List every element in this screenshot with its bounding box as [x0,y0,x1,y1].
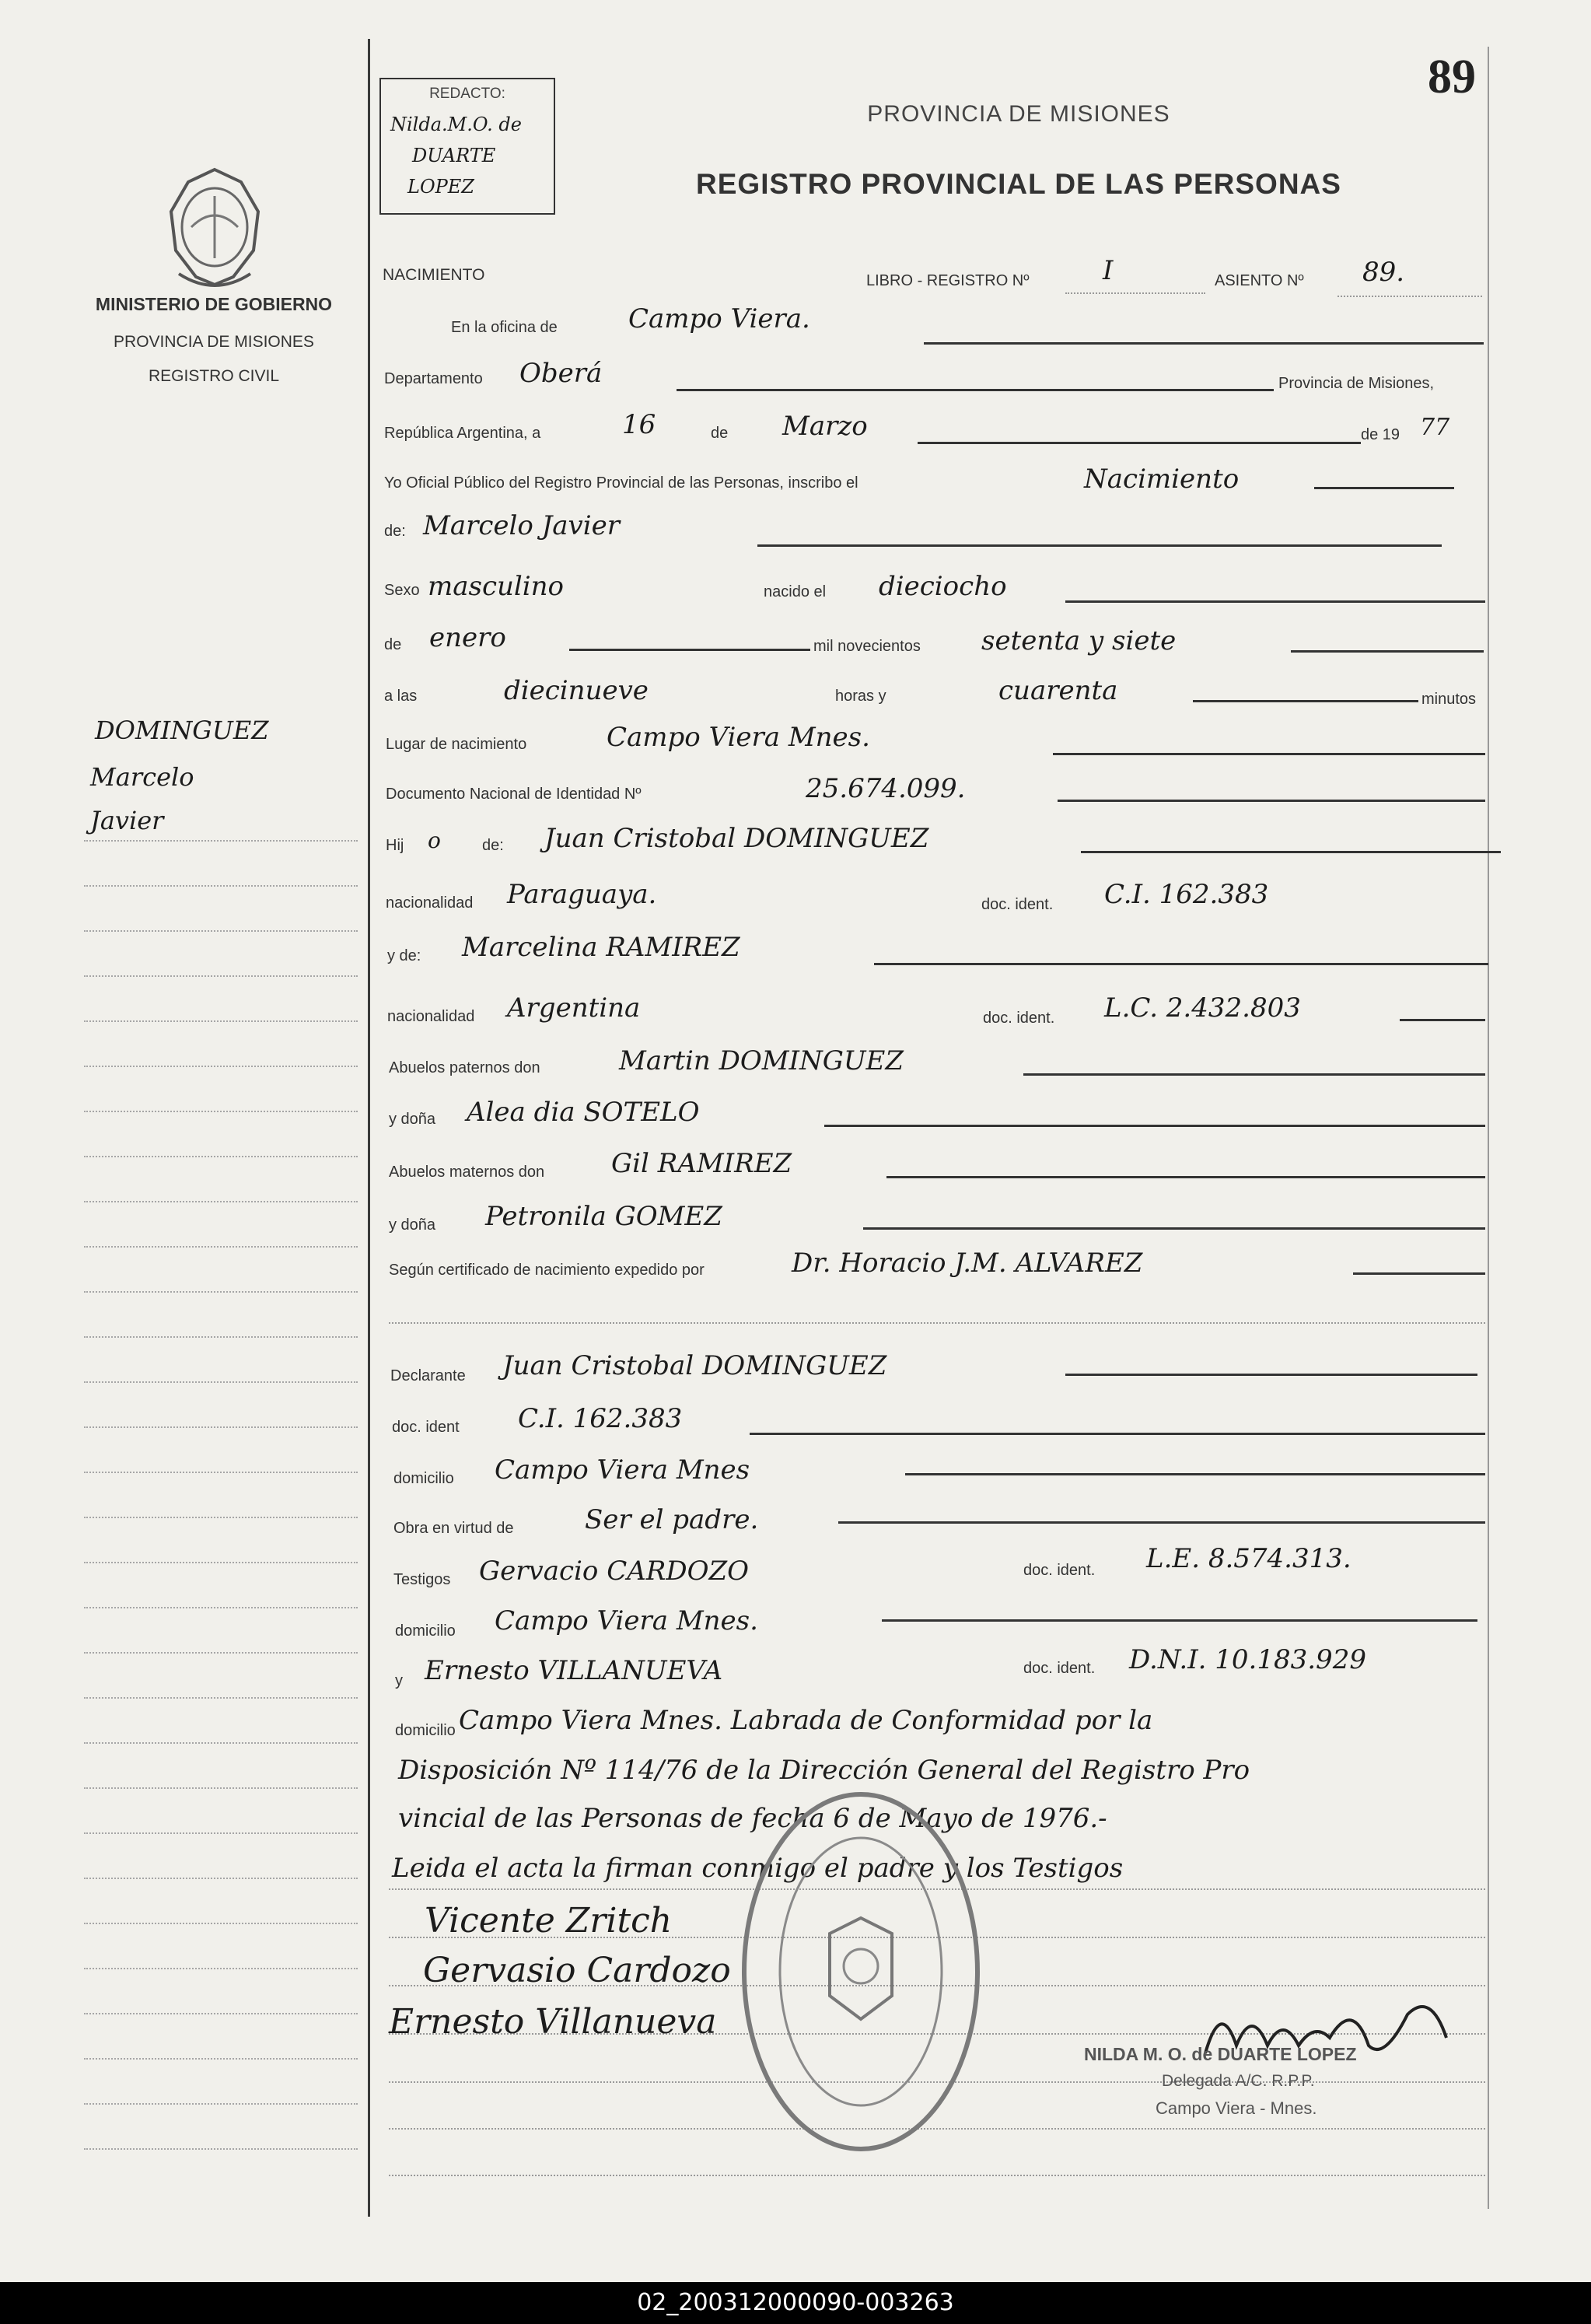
margin-rule [84,1426,358,1428]
declarante-line [1065,1374,1477,1376]
margin-rule [84,1968,358,1969]
departamento-line [677,389,1274,391]
margin-rule [84,1201,358,1202]
official-role: Delegada A/C. R.P.P. [1162,2072,1315,2090]
declarante-value: Juan Cristobal DOMINGUEZ [502,1350,887,1381]
oficina-value: Campo Viera. [628,303,810,334]
margin-rule [84,1246,358,1248]
doc-ident-t1-label: doc. ident. [1023,1562,1096,1579]
margin-rule [84,1697,358,1699]
de-month-label: de [384,636,402,653]
horas-value: diecinueve [504,675,649,706]
right-rule [1488,47,1489,2209]
sexo-value: masculino [428,571,565,602]
nombre-value: Marcelo Javier [423,510,621,541]
domicilio-declarante-value: Campo Viera Mnes [495,1454,750,1486]
coat-of-arms-icon [156,165,274,289]
certificado-line [1353,1272,1485,1275]
margin-rule [84,2103,358,2105]
margin-rule [84,1336,358,1338]
padre-value: Juan Cristobal DOMINGUEZ [544,823,929,854]
margin-firstname: Marcelo [90,762,194,792]
abuela-pat-line [824,1125,1485,1127]
abuela-mat-line [863,1227,1485,1230]
doc-testigo2-value: D.N.I. 10.183.929 [1129,1644,1366,1675]
nacido-mes-value: enero [429,622,506,653]
signature-witness-1: Gervasio Cardozo [423,1951,731,1990]
margin-rule [84,1472,358,1473]
domicilio-3-label: domicilio [395,1722,456,1739]
oficina-label: En la oficina de [451,319,558,336]
obra-line [838,1521,1485,1524]
doc-ident-1-label: doc. ident. [981,896,1054,913]
nac-madre-value: Argentina [507,992,641,1024]
asiento-label: ASIENTO Nº [1215,272,1304,289]
nombre-line [757,544,1442,547]
libro-line [1065,292,1205,294]
oficina-line [924,342,1484,345]
dni-value: 25.674.099. [806,773,966,804]
madre-value: Marcelina RAMIREZ [462,932,740,963]
signature-father: Vicente Zritch [425,1901,673,1941]
margin-rule [84,1742,358,1744]
testigo1-value: Gervacio CARDOZO [479,1556,750,1587]
doc-padre-value: C.I. 162.383 [1104,879,1269,910]
yo-oficial-label: Yo Oficial Público del Registro Provincial de las Personas, inscribo el [384,474,858,492]
domicilio-1-label: domicilio [393,1470,454,1487]
obra-value: Ser el padre. [585,1504,759,1535]
margin-rule [84,930,358,932]
libro-label: LIBRO - REGISTRO Nº [866,272,1030,289]
abuelos-paternos-label: Abuelos paternos don [389,1059,540,1076]
de-label: de [711,425,729,442]
mes-value: Marzo [782,411,868,442]
body-rule [389,2175,1485,2176]
nacionalidad-1-label: nacionalidad [386,894,474,912]
province-heading: PROVINCIA DE MISIONES [867,101,1170,127]
lugar-line [1053,753,1485,755]
margin-rule [84,2013,358,2014]
nota-line-1: Disposición Nº 114/76 de la Dirección General del Registro Pro [398,1755,1250,1786]
ministry-heading: MINISTERIO DE GOBIERNO [95,294,333,314]
vertical-rule [368,39,370,2217]
dni-line [1058,800,1485,802]
margin-rule [84,1291,358,1293]
lugar-value: Campo Viera Mnes. [607,722,870,753]
y-dona-2-label: y doña [389,1216,436,1234]
madre-line [874,963,1488,965]
hijo-de-label: de: [482,837,504,854]
nacido-dia-value: dieciocho [879,571,1007,602]
doc-testigo1-value: L.E. 8.574.313. [1146,1543,1351,1574]
abuelos-maternos-label: Abuelos maternos don [389,1164,545,1181]
margin-rule [84,2148,358,2150]
departamento-label: Departamento [384,370,483,387]
redacto-line-2: DUARTE [412,145,496,166]
testigos-label: Testigos [393,1571,451,1588]
nac-padre-value: Paraguaya. [507,879,657,910]
y-dona-1-label: y doña [389,1111,436,1128]
nacido-anio-value: setenta y siete [981,625,1177,656]
registry-heading: REGISTRO CIVIL [148,367,280,385]
minutos-label: minutos [1421,691,1477,708]
margin-rule [84,1066,358,1067]
footer-id: 02_200312000090-003263 [0,2282,1591,2324]
domicilio-testigo1-value: Campo Viera Mnes. [495,1605,758,1636]
declarante-label: Declarante [390,1367,466,1384]
mes-line [918,442,1361,444]
y-t2-label: y [395,1672,403,1689]
margin-rule [84,1517,358,1518]
doc-madre-value: L.C. 2.432.803 [1104,992,1301,1024]
obra-label: Obra en virtud de [393,1520,514,1537]
abuelo-pat-line [1023,1073,1485,1076]
libro-value: I [1103,255,1114,286]
segun-label: Según certificado de nacimiento expedido por [389,1262,705,1279]
official-place: Campo Viera - Mnes. [1156,2098,1317,2118]
margin-rule [84,2058,358,2060]
nacido-anio-line [1291,650,1484,653]
de-19-label: de 19 [1361,426,1400,443]
asiento-value: 89. [1362,257,1405,288]
a-las-label: a las [384,688,418,705]
margin-secondname: Javier [90,806,164,835]
registry-title: REGISTRO PROVINCIAL DE LAS PERSONAS [696,168,1341,200]
nota-line-3: Leida el acta la firman conmigo el padre y los Testigos [392,1853,1124,1884]
mil-novecientos-label: mil novecientos [813,638,921,655]
province-heading-left: PROVINCIA DE MISIONES [114,333,314,351]
certificado-value: Dr. Horacio J.M. ALVAREZ [792,1248,1143,1279]
abuelo-mat-value: Gil RAMIREZ [611,1148,792,1179]
official-seal-icon [736,1786,986,2158]
margin-surname: DOMINGUEZ [95,716,269,745]
acto-value: Nacimiento [1084,464,1240,495]
margin-rule [84,1832,358,1834]
margin-rule [84,1562,358,1563]
dia-value: 16 [622,409,656,440]
nacido-el-label: nacido el [764,583,827,600]
doc-madre-line [1400,1019,1485,1021]
abuela-pat-value: Alea dia SOTELO [467,1097,700,1128]
nacionalidad-2-label: nacionalidad [387,1008,475,1025]
record-type-label: NACIMIENTO [383,266,485,284]
margin-rule [84,840,358,842]
abuelo-pat-value: Martin DOMINGUEZ [619,1045,904,1076]
anio-value: 77 [1420,414,1450,441]
margin-rule [84,1923,358,1924]
departamento-value: Oberá [519,358,603,389]
nacido-mes-line [569,649,810,651]
redacto-label: REDACTO: [429,86,505,102]
y-de-label: y de: [387,947,421,964]
horas-y-label: horas y [835,688,886,705]
minutos-value: cuarenta [998,675,1118,706]
margin-rule [84,885,358,887]
minutos-line [1193,700,1418,702]
official-name: NILDA M. O. de DUARTE LOPEZ [1084,2044,1357,2064]
margin-rule [84,1020,358,1022]
abuelo-mat-line [886,1176,1485,1178]
margin-rule [84,1156,358,1157]
doc-ident-decl-label: doc. ident [392,1419,460,1436]
acto-line [1314,487,1454,489]
abuela-mat-value: Petronila GOMEZ [485,1201,722,1232]
margin-rule [84,975,358,977]
nota-line-2: vincial de las Personas de fecha 6 de Mayo de 1976.- [398,1803,1107,1834]
page-number: 89 [1428,51,1476,103]
provincia-misiones-label: Provincia de Misiones, [1278,375,1435,392]
doc-ident-t2-label: doc. ident. [1023,1660,1096,1677]
nacido-line [1065,600,1485,603]
doc-declarante-value: C.I. 162.383 [518,1403,683,1434]
domicilio-testigo2-value: Campo Viera Mnes. Labrada de Conformidad por la [459,1705,1153,1736]
hijo-o-value: o [428,828,441,853]
documento-label: Documento Nacional de Identidad Nº [386,786,642,803]
domicilio-declarante-line [905,1473,1485,1475]
redacto-box [379,78,555,215]
margin-rule [84,1607,358,1608]
margin-rule [84,1652,358,1654]
redacto-line-1: Nilda.M.O. de [390,114,522,135]
republica-label: República Argentina, a [384,425,541,442]
margin-rule [84,1878,358,1879]
signature-witness-2: Ernesto Villanueva [389,2002,717,2042]
domicilio-2-label: domicilio [395,1622,456,1640]
doc-ident-2-label: doc. ident. [983,1010,1055,1027]
padre-line [1081,851,1501,853]
domicilio-testigo1-line [882,1619,1477,1622]
hijo-label: Hij [386,837,404,854]
de-name-label: de: [384,523,406,540]
margin-rule [84,1787,358,1789]
asiento-line [1337,296,1482,297]
testigo2-value: Ernesto VILLANUEVA [425,1655,723,1686]
blank-line-1 [389,1322,1485,1324]
sexo-label: Sexo [384,582,420,599]
doc-declarante-line [750,1433,1485,1435]
lugar-label: Lugar de nacimiento [386,736,527,753]
redacto-line-3: LOPEZ [407,176,474,198]
margin-rule [84,1111,358,1112]
margin-rule [84,1381,358,1383]
